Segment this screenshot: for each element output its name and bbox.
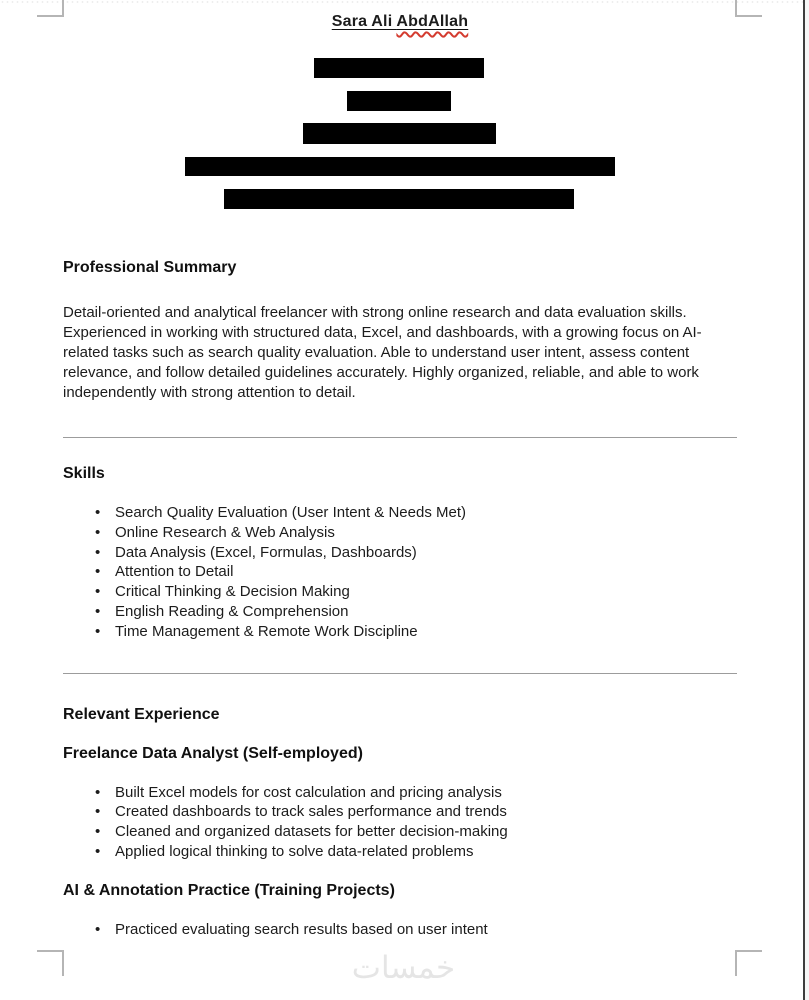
job-bullet: • Built Excel models for cost calculation and pricing analysis — [115, 783, 737, 803]
page-margin-mark-bottom-left — [37, 950, 64, 976]
job-bullet: • Created dashboards to track sales performance and trends — [115, 802, 737, 822]
job-bullet-list — [63, 783, 737, 862]
redaction-bar — [303, 123, 496, 144]
job-bullet: • Cleaned and organized datasets for better decision-making — [115, 822, 737, 842]
section-heading-skills: Skills — [63, 465, 105, 482]
skills-list-item: • Data Analysis (Excel, Formulas, Dashboards) — [115, 543, 737, 563]
skills-list-item: • Online Research & Web Analysis — [115, 523, 737, 543]
redaction-bar — [185, 157, 615, 176]
document-title-misspelled: AbdAllah — [396, 13, 469, 30]
skills-list-item: • Attention to Detail — [115, 562, 737, 582]
window-top-texture — [0, 0, 809, 5]
document-title-first: Sara Ali — [331, 13, 397, 30]
skills-list-item: • English Reading & Comprehension — [115, 602, 737, 622]
page-margin-mark-bottom-right — [735, 950, 762, 976]
skills-list-item: • Critical Thinking & Decision Making — [115, 582, 737, 602]
document-body — [63, 258, 737, 940]
section-divider — [63, 673, 737, 674]
outside-page-area — [805, 0, 809, 1000]
document-title — [0, 13, 800, 31]
skills-list — [63, 503, 737, 642]
redaction-bar — [314, 58, 484, 78]
skills-list-item: • Time Management & Remote Work Discipline — [115, 622, 737, 642]
job-bullet: • Practiced evaluating search results based on user intent — [115, 920, 737, 940]
section-divider — [63, 437, 737, 438]
professional-summary-text: Detail-oriented and analytical freelancer with strong online research and data evaluation skills. Experienced in working with structured data, Excel, and dashboards, with a growing focus on AI-related tasks such as search quality evaluation. Able to understand user intent, assess content relevance, and follow detailed guidelines accurately. Highly organized, reliable, and able to work independently with strong attention to detail. — [63, 304, 702, 401]
job-bullet-list — [63, 920, 737, 940]
khamsat-watermark: خمسات — [351, 950, 456, 985]
redaction-bar — [347, 91, 451, 111]
skills-list-item: • Search Quality Evaluation (User Intent & Needs Met) — [115, 503, 737, 523]
job-title-freelance-data-analyst: Freelance Data Analyst (Self-employed) — [63, 744, 363, 762]
section-heading-professional-summary: Professional Summary — [63, 259, 237, 276]
job-title-ai-annotation-practice: AI & Annotation Practice (Training Projects) — [63, 881, 395, 899]
section-heading-relevant-experience: Relevant Experience — [63, 705, 220, 723]
redaction-bar — [224, 189, 574, 209]
job-bullet: • Applied logical thinking to solve data-related problems — [115, 842, 737, 862]
